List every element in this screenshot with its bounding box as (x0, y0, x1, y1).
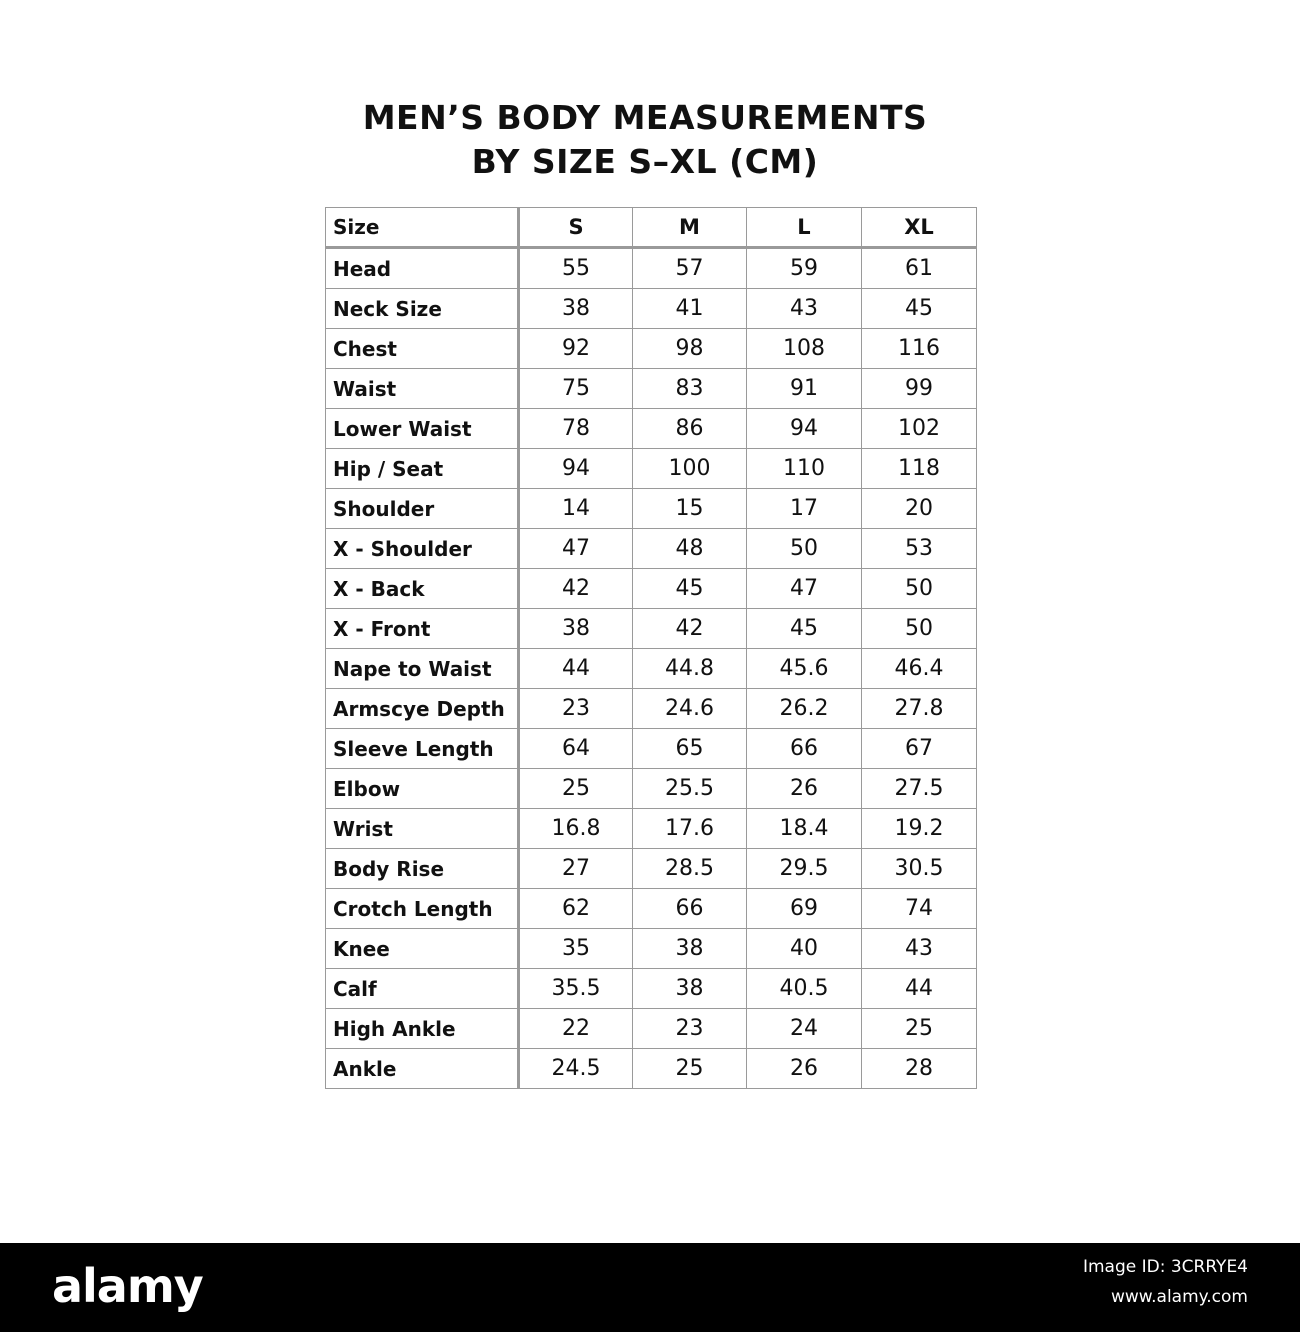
value-cell: 28.5 (633, 849, 747, 889)
table-row (326, 329, 977, 369)
table-row (326, 409, 977, 449)
table-row (326, 369, 977, 409)
header-cell-s: S (519, 208, 633, 248)
value-cell: 40.5 (747, 969, 862, 1009)
table-row (326, 289, 977, 329)
table-row (326, 729, 977, 769)
value-cell: 78 (519, 409, 633, 449)
value-cell: 62 (519, 889, 633, 929)
title-line-1: MEN’S BODY MEASUREMENTS (362, 98, 928, 137)
value-cell: 108 (747, 329, 862, 369)
table-row (326, 569, 977, 609)
table-row (326, 489, 977, 529)
row-label: Knee (326, 929, 519, 969)
value-cell: 64 (519, 729, 633, 769)
row-label: Waist (326, 369, 519, 409)
value-cell: 83 (633, 369, 747, 409)
value-cell: 45.6 (747, 649, 862, 689)
value-cell: 74 (862, 889, 977, 929)
value-cell: 25 (862, 1009, 977, 1049)
value-cell: 30.5 (862, 849, 977, 889)
value-cell: 43 (862, 929, 977, 969)
value-cell: 45 (747, 609, 862, 649)
value-cell: 19.2 (862, 809, 977, 849)
footer-banner (0, 1243, 1300, 1332)
row-label: Armscye Depth (326, 689, 519, 729)
row-label: Body Rise (326, 849, 519, 889)
row-label: Crotch Length (326, 889, 519, 929)
brand-logo: alamy (52, 1259, 203, 1313)
row-label: Lower Waist (326, 409, 519, 449)
value-cell: 118 (862, 449, 977, 489)
value-cell: 14 (519, 489, 633, 529)
value-cell: 99 (862, 369, 977, 409)
value-cell: 50 (747, 529, 862, 569)
value-cell: 28 (862, 1049, 977, 1089)
value-cell: 15 (633, 489, 747, 529)
value-cell: 26 (747, 769, 862, 809)
value-cell: 45 (633, 569, 747, 609)
header-cell-size: Size (326, 208, 519, 248)
table-row (326, 1049, 977, 1089)
row-label: Neck Size (326, 289, 519, 329)
table-row (326, 809, 977, 849)
value-cell: 17 (747, 489, 862, 529)
value-cell: 24.5 (519, 1049, 633, 1089)
row-label: Nape to Waist (326, 649, 519, 689)
value-cell: 94 (747, 409, 862, 449)
value-cell: 46.4 (862, 649, 977, 689)
row-label: Sleeve Length (326, 729, 519, 769)
value-cell: 66 (747, 729, 862, 769)
table-row (326, 1009, 977, 1049)
row-label: Calf (326, 969, 519, 1009)
value-cell: 42 (633, 609, 747, 649)
value-cell: 92 (519, 329, 633, 369)
value-cell: 24 (747, 1009, 862, 1049)
table-row (326, 248, 977, 289)
value-cell: 43 (747, 289, 862, 329)
value-cell: 29.5 (747, 849, 862, 889)
value-cell: 67 (862, 729, 977, 769)
value-cell: 102 (862, 409, 977, 449)
value-cell: 44.8 (633, 649, 747, 689)
value-cell: 50 (862, 609, 977, 649)
table-row (326, 929, 977, 969)
value-cell: 18.4 (747, 809, 862, 849)
header-cell-xl: XL (862, 208, 977, 248)
value-cell: 57 (633, 248, 747, 289)
title-line-2: BY SIZE S–XL (CM) (471, 142, 819, 181)
value-cell: 35 (519, 929, 633, 969)
header-cell-l: L (747, 208, 862, 248)
value-cell: 38 (519, 609, 633, 649)
value-cell: 26 (747, 1049, 862, 1089)
value-cell: 25 (633, 1049, 747, 1089)
value-cell: 41 (633, 289, 747, 329)
value-cell: 69 (747, 889, 862, 929)
value-cell: 61 (862, 248, 977, 289)
value-cell: 48 (633, 529, 747, 569)
value-cell: 55 (519, 248, 633, 289)
value-cell: 27 (519, 849, 633, 889)
value-cell: 53 (862, 529, 977, 569)
table-header-row (326, 208, 977, 248)
table-row (326, 889, 977, 929)
table-row (326, 689, 977, 729)
table-row (326, 529, 977, 569)
table-row (326, 609, 977, 649)
table-row (326, 849, 977, 889)
row-label: Shoulder (326, 489, 519, 529)
value-cell: 100 (633, 449, 747, 489)
table-row (326, 969, 977, 1009)
value-cell: 116 (862, 329, 977, 369)
row-label: Wrist (326, 809, 519, 849)
value-cell: 20 (862, 489, 977, 529)
row-label: Chest (326, 329, 519, 369)
value-cell: 16.8 (519, 809, 633, 849)
value-cell: 42 (519, 569, 633, 609)
value-cell: 47 (747, 569, 862, 609)
value-cell: 47 (519, 529, 633, 569)
value-cell: 23 (633, 1009, 747, 1049)
value-cell: 66 (633, 889, 747, 929)
value-cell: 26.2 (747, 689, 862, 729)
value-cell: 110 (747, 449, 862, 489)
value-cell: 25.5 (633, 769, 747, 809)
value-cell: 38 (633, 929, 747, 969)
value-cell: 35.5 (519, 969, 633, 1009)
value-cell: 98 (633, 329, 747, 369)
value-cell: 91 (747, 369, 862, 409)
value-cell: 24.6 (633, 689, 747, 729)
image-id-label: Image ID: 3CRRYE4 (1082, 1257, 1248, 1277)
row-label: High Ankle (326, 1009, 519, 1049)
row-label: X - Front (326, 609, 519, 649)
value-cell: 23 (519, 689, 633, 729)
value-cell: 94 (519, 449, 633, 489)
measurement-table (325, 207, 977, 1089)
row-label: X - Shoulder (326, 529, 519, 569)
value-cell: 44 (862, 969, 977, 1009)
value-cell: 45 (862, 289, 977, 329)
page-title (0, 96, 1290, 184)
value-cell: 27.8 (862, 689, 977, 729)
value-cell: 86 (633, 409, 747, 449)
row-label: Hip / Seat (326, 449, 519, 489)
value-cell: 38 (519, 289, 633, 329)
value-cell: 40 (747, 929, 862, 969)
table-row (326, 449, 977, 489)
value-cell: 38 (633, 969, 747, 1009)
row-label: Elbow (326, 769, 519, 809)
row-label: Ankle (326, 1049, 519, 1089)
row-label: Head (326, 248, 519, 289)
value-cell: 25 (519, 769, 633, 809)
value-cell: 22 (519, 1009, 633, 1049)
value-cell: 75 (519, 369, 633, 409)
value-cell: 44 (519, 649, 633, 689)
value-cell: 17.6 (633, 809, 747, 849)
table-row (326, 769, 977, 809)
value-cell: 65 (633, 729, 747, 769)
table-row (326, 649, 977, 689)
value-cell: 50 (862, 569, 977, 609)
row-label: X - Back (326, 569, 519, 609)
value-cell: 27.5 (862, 769, 977, 809)
header-cell-m: M (633, 208, 747, 248)
value-cell: 59 (747, 248, 862, 289)
site-url: www.alamy.com (1110, 1287, 1248, 1307)
